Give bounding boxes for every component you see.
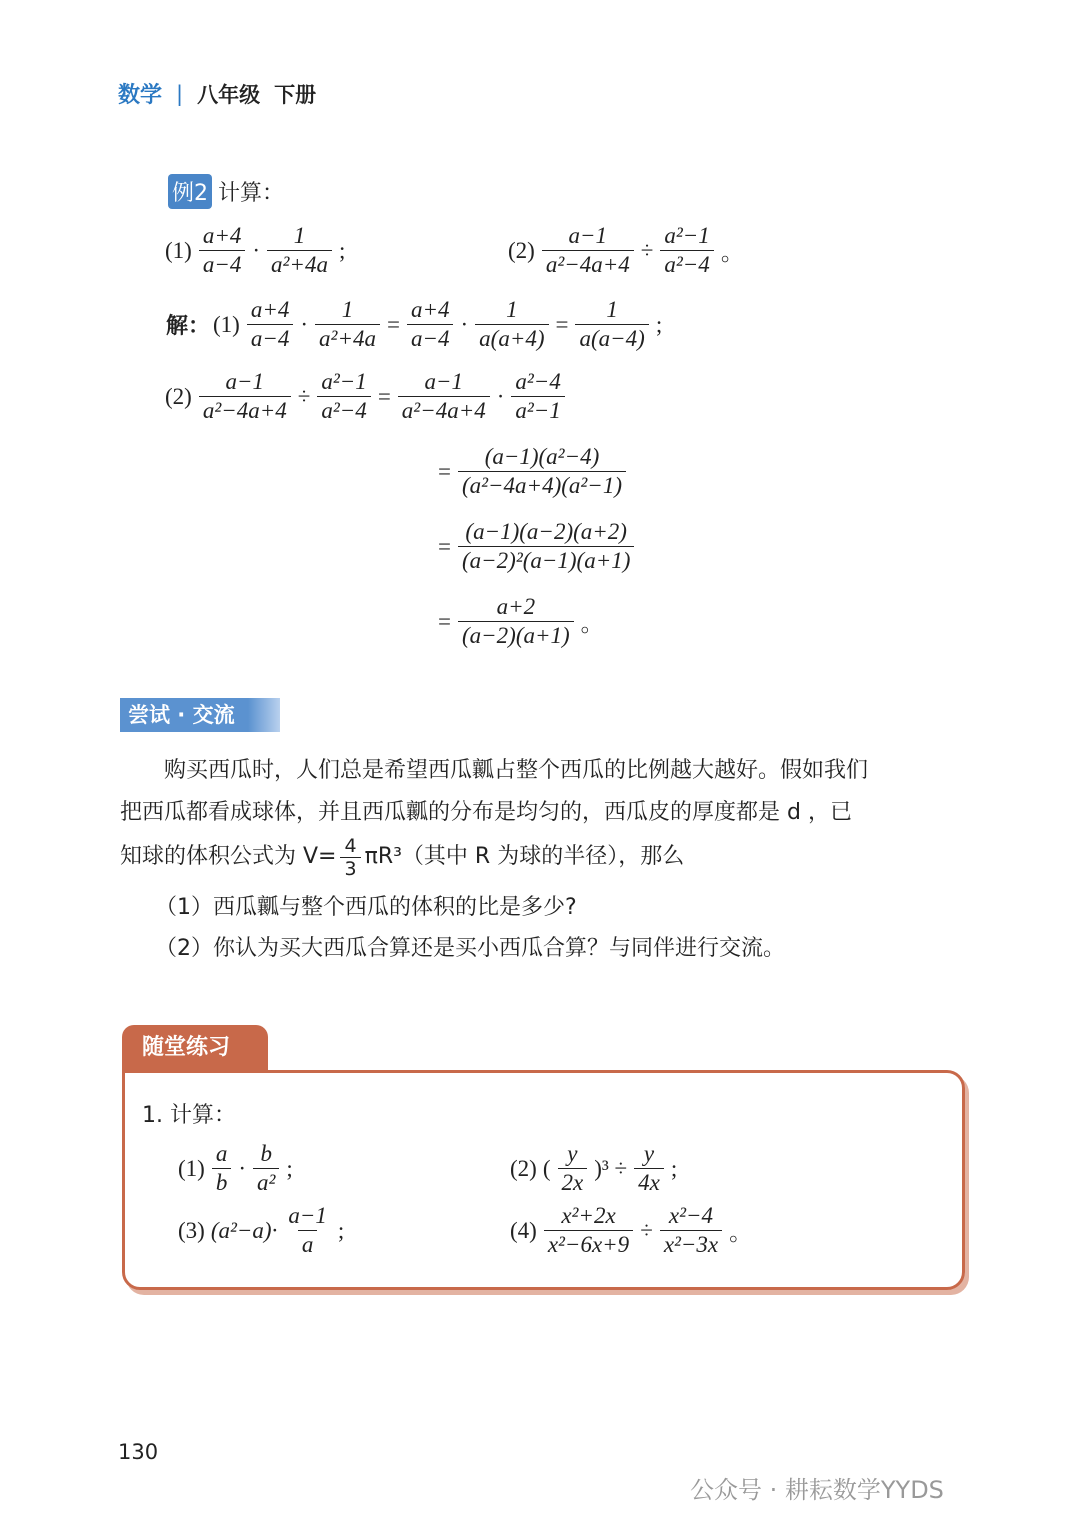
math-symbol: (4) <box>510 1217 537 1243</box>
math-symbol: · <box>496 383 505 409</box>
fraction-denominator: x²−3x <box>660 1230 722 1259</box>
fraction <box>558 1140 588 1197</box>
fraction-numerator: y <box>567 1141 578 1166</box>
fraction-numerator: 1 <box>293 223 306 248</box>
solution-line-1 <box>166 296 665 353</box>
solution-label: 解： <box>166 313 211 338</box>
math-symbol: · <box>300 311 309 337</box>
fraction <box>458 443 626 500</box>
volume-label: 下册 <box>274 82 317 107</box>
fraction-denominator: a−4 <box>407 324 454 353</box>
fraction-denominator: 4x <box>634 1168 664 1197</box>
fraction-denominator: x²−6x+9 <box>544 1230 633 1259</box>
practice-question-4 <box>507 1202 755 1259</box>
discussion-banner: 尝试 · 交流 <box>120 698 280 732</box>
fraction-denominator: a²+4a <box>267 250 332 279</box>
solution-line-3 <box>435 443 630 500</box>
fraction-denominator: a² <box>253 1168 279 1197</box>
fraction <box>544 1202 633 1259</box>
math-symbol: ÷ <box>640 237 654 263</box>
math-symbol: (3) <box>178 1217 205 1243</box>
fraction <box>398 368 490 425</box>
practice-question-2 <box>507 1140 680 1197</box>
fraction <box>315 296 380 353</box>
page-number: 130 <box>118 1440 159 1464</box>
fraction-denominator: a²−4 <box>660 250 713 279</box>
fraction <box>542 222 634 279</box>
fraction-denominator: a <box>298 1230 318 1259</box>
practice-question-1 <box>175 1140 296 1197</box>
fraction-denominator: a−4 <box>199 250 246 279</box>
example-question-2 <box>505 222 747 279</box>
math-symbol: 。 <box>729 1220 753 1245</box>
math-symbol: )³ ÷ <box>594 1155 628 1181</box>
fraction <box>458 518 634 575</box>
example-heading <box>168 174 284 209</box>
fraction-denominator: a²−1 <box>511 396 564 425</box>
math-symbol: ; <box>337 1217 345 1243</box>
practice-question-3 <box>175 1202 347 1259</box>
fraction-numerator: a <box>215 1141 228 1166</box>
fraction-denominator: a²+4a <box>315 324 380 353</box>
header-separator: | <box>176 81 184 106</box>
subject-label: 数学 <box>118 83 163 108</box>
fraction-denominator: 2x <box>558 1168 588 1197</box>
fraction-numerator: a+4 <box>410 297 450 322</box>
math-symbol: ; <box>338 237 346 263</box>
solution-line-5 <box>435 593 607 650</box>
discussion-question-2: （2）你认为买大西瓜合算还是买小西瓜合算？与同伴进行交流。 <box>155 936 785 961</box>
fraction-numerator: a+2 <box>496 594 536 619</box>
fraction <box>212 1140 232 1197</box>
math-symbol: ÷ <box>297 383 311 409</box>
math-symbol: = <box>438 608 451 634</box>
fraction-numerator: a²−4 <box>515 369 561 394</box>
math-symbol: (1) <box>213 311 240 337</box>
fraction-denominator: a²−4a+4 <box>542 250 634 279</box>
math-symbol: (1) <box>178 1155 205 1181</box>
fraction-denominator: b <box>212 1168 232 1197</box>
fraction-numerator: a²−1 <box>321 369 367 394</box>
fraction-denominator: a²−4a+4 <box>199 396 291 425</box>
page-header <box>118 78 316 109</box>
example-prompt: 计算： <box>218 181 285 206</box>
math-symbol: = <box>438 533 451 559</box>
fraction-numerator: a−1 <box>288 1203 327 1228</box>
fraction <box>458 593 574 650</box>
fraction <box>247 296 294 353</box>
fraction-denominator: (a−2)²(a−1)(a+1) <box>458 546 634 575</box>
discussion-line-2: 把西瓜都看成球体，并且西瓜瓤的分布是均匀的，西瓜皮的厚度都是 d ，已 <box>120 800 852 825</box>
volume-fraction <box>340 835 360 880</box>
discussion-line-3b: πR³（其中 R 为球的半径），那么 <box>364 844 685 869</box>
fraction-numerator: a²−1 <box>664 223 710 248</box>
watermark: 公众号 · 耕耘数学YYDS <box>690 1476 944 1504</box>
math-symbol: · <box>252 237 261 263</box>
fraction <box>199 368 291 425</box>
math-symbol: = <box>386 311 400 337</box>
fraction-numerator: (a−1)(a−2)(a+2) <box>465 519 627 544</box>
example-question-1 <box>162 222 348 279</box>
fraction-denominator: 3 <box>340 857 360 880</box>
fraction-numerator: 1 <box>606 297 618 322</box>
fraction <box>284 1202 331 1259</box>
fraction <box>475 296 548 353</box>
fraction-numerator: x²−4 <box>668 1203 714 1228</box>
fraction-denominator: a²−4 <box>317 396 370 425</box>
fraction-numerator: a+4 <box>250 297 290 322</box>
math-symbol: = <box>555 311 569 337</box>
fraction-numerator: (a−1)(a²−4) <box>484 444 600 469</box>
fraction <box>634 1140 664 1197</box>
fraction-denominator: a(a+4) <box>475 324 548 353</box>
discussion-line-1: 购买西瓜时，人们总是希望西瓜瓤占整个西瓜的比例越大越好。假如我们 <box>164 758 869 783</box>
solution-line-2 <box>162 368 569 425</box>
discussion-line-3 <box>120 834 970 880</box>
example-badge: 例2 <box>168 174 212 209</box>
fraction-denominator: a(a−4) <box>575 324 648 353</box>
math-symbol: 。 <box>580 611 604 636</box>
fraction <box>317 368 370 425</box>
math-symbol: = <box>438 458 451 484</box>
math-symbol: · <box>238 1155 246 1181</box>
grade-label: 八年级 <box>197 82 261 107</box>
fraction-denominator: (a²−4a+4)(a²−1) <box>458 471 626 500</box>
fraction <box>199 222 246 279</box>
math-symbol: ; <box>286 1155 293 1181</box>
math-symbol: (2) <box>508 237 535 263</box>
solution-line-4 <box>435 518 638 575</box>
fraction-numerator: a−1 <box>225 369 265 394</box>
fraction <box>660 1202 722 1259</box>
math-symbol: (2) <box>510 1155 537 1181</box>
math-symbol: ( <box>542 1155 551 1181</box>
fraction-numerator: a−1 <box>424 369 464 394</box>
math-symbol: ; <box>655 311 663 337</box>
fraction <box>253 1140 279 1197</box>
fraction-numerator: x²+2x <box>561 1203 616 1228</box>
math-symbol: ; <box>670 1155 678 1181</box>
math-symbol: (1) <box>165 237 192 263</box>
fraction-denominator: a−4 <box>247 324 294 353</box>
fraction <box>511 368 564 425</box>
discussion-question-1: （1）西瓜瓤与整个西瓜的体积的比是多少? <box>155 895 577 920</box>
fraction-denominator: (a−2)(a+1) <box>458 621 574 650</box>
solution-1-expr <box>210 296 665 353</box>
math-symbol: ÷ <box>640 1217 653 1243</box>
math-symbol: (2) <box>165 383 192 409</box>
fraction-numerator: a+4 <box>202 223 242 248</box>
fraction-numerator: y <box>643 1141 655 1166</box>
math-symbol: (a²−a)· <box>210 1217 278 1243</box>
math-symbol: · <box>460 311 469 337</box>
fraction-numerator: 1 <box>341 297 354 322</box>
fraction <box>267 222 332 279</box>
fraction-numerator: a−1 <box>568 223 608 248</box>
fraction-denominator: a²−4a+4 <box>398 396 490 425</box>
fraction-numerator: b <box>260 1141 272 1166</box>
fraction-numerator: 4 <box>344 834 357 857</box>
math-symbol: 。 <box>720 240 744 265</box>
fraction <box>660 222 713 279</box>
fraction-numerator: 1 <box>506 297 518 322</box>
fraction <box>407 296 454 353</box>
practice-title: 随堂练习 <box>122 1025 268 1073</box>
math-symbol: = <box>377 383 391 409</box>
discussion-line-3a: 知球的体积公式为 V= <box>120 844 337 869</box>
fraction <box>575 296 648 353</box>
practice-item-1: 1. 计算： <box>142 1103 236 1128</box>
